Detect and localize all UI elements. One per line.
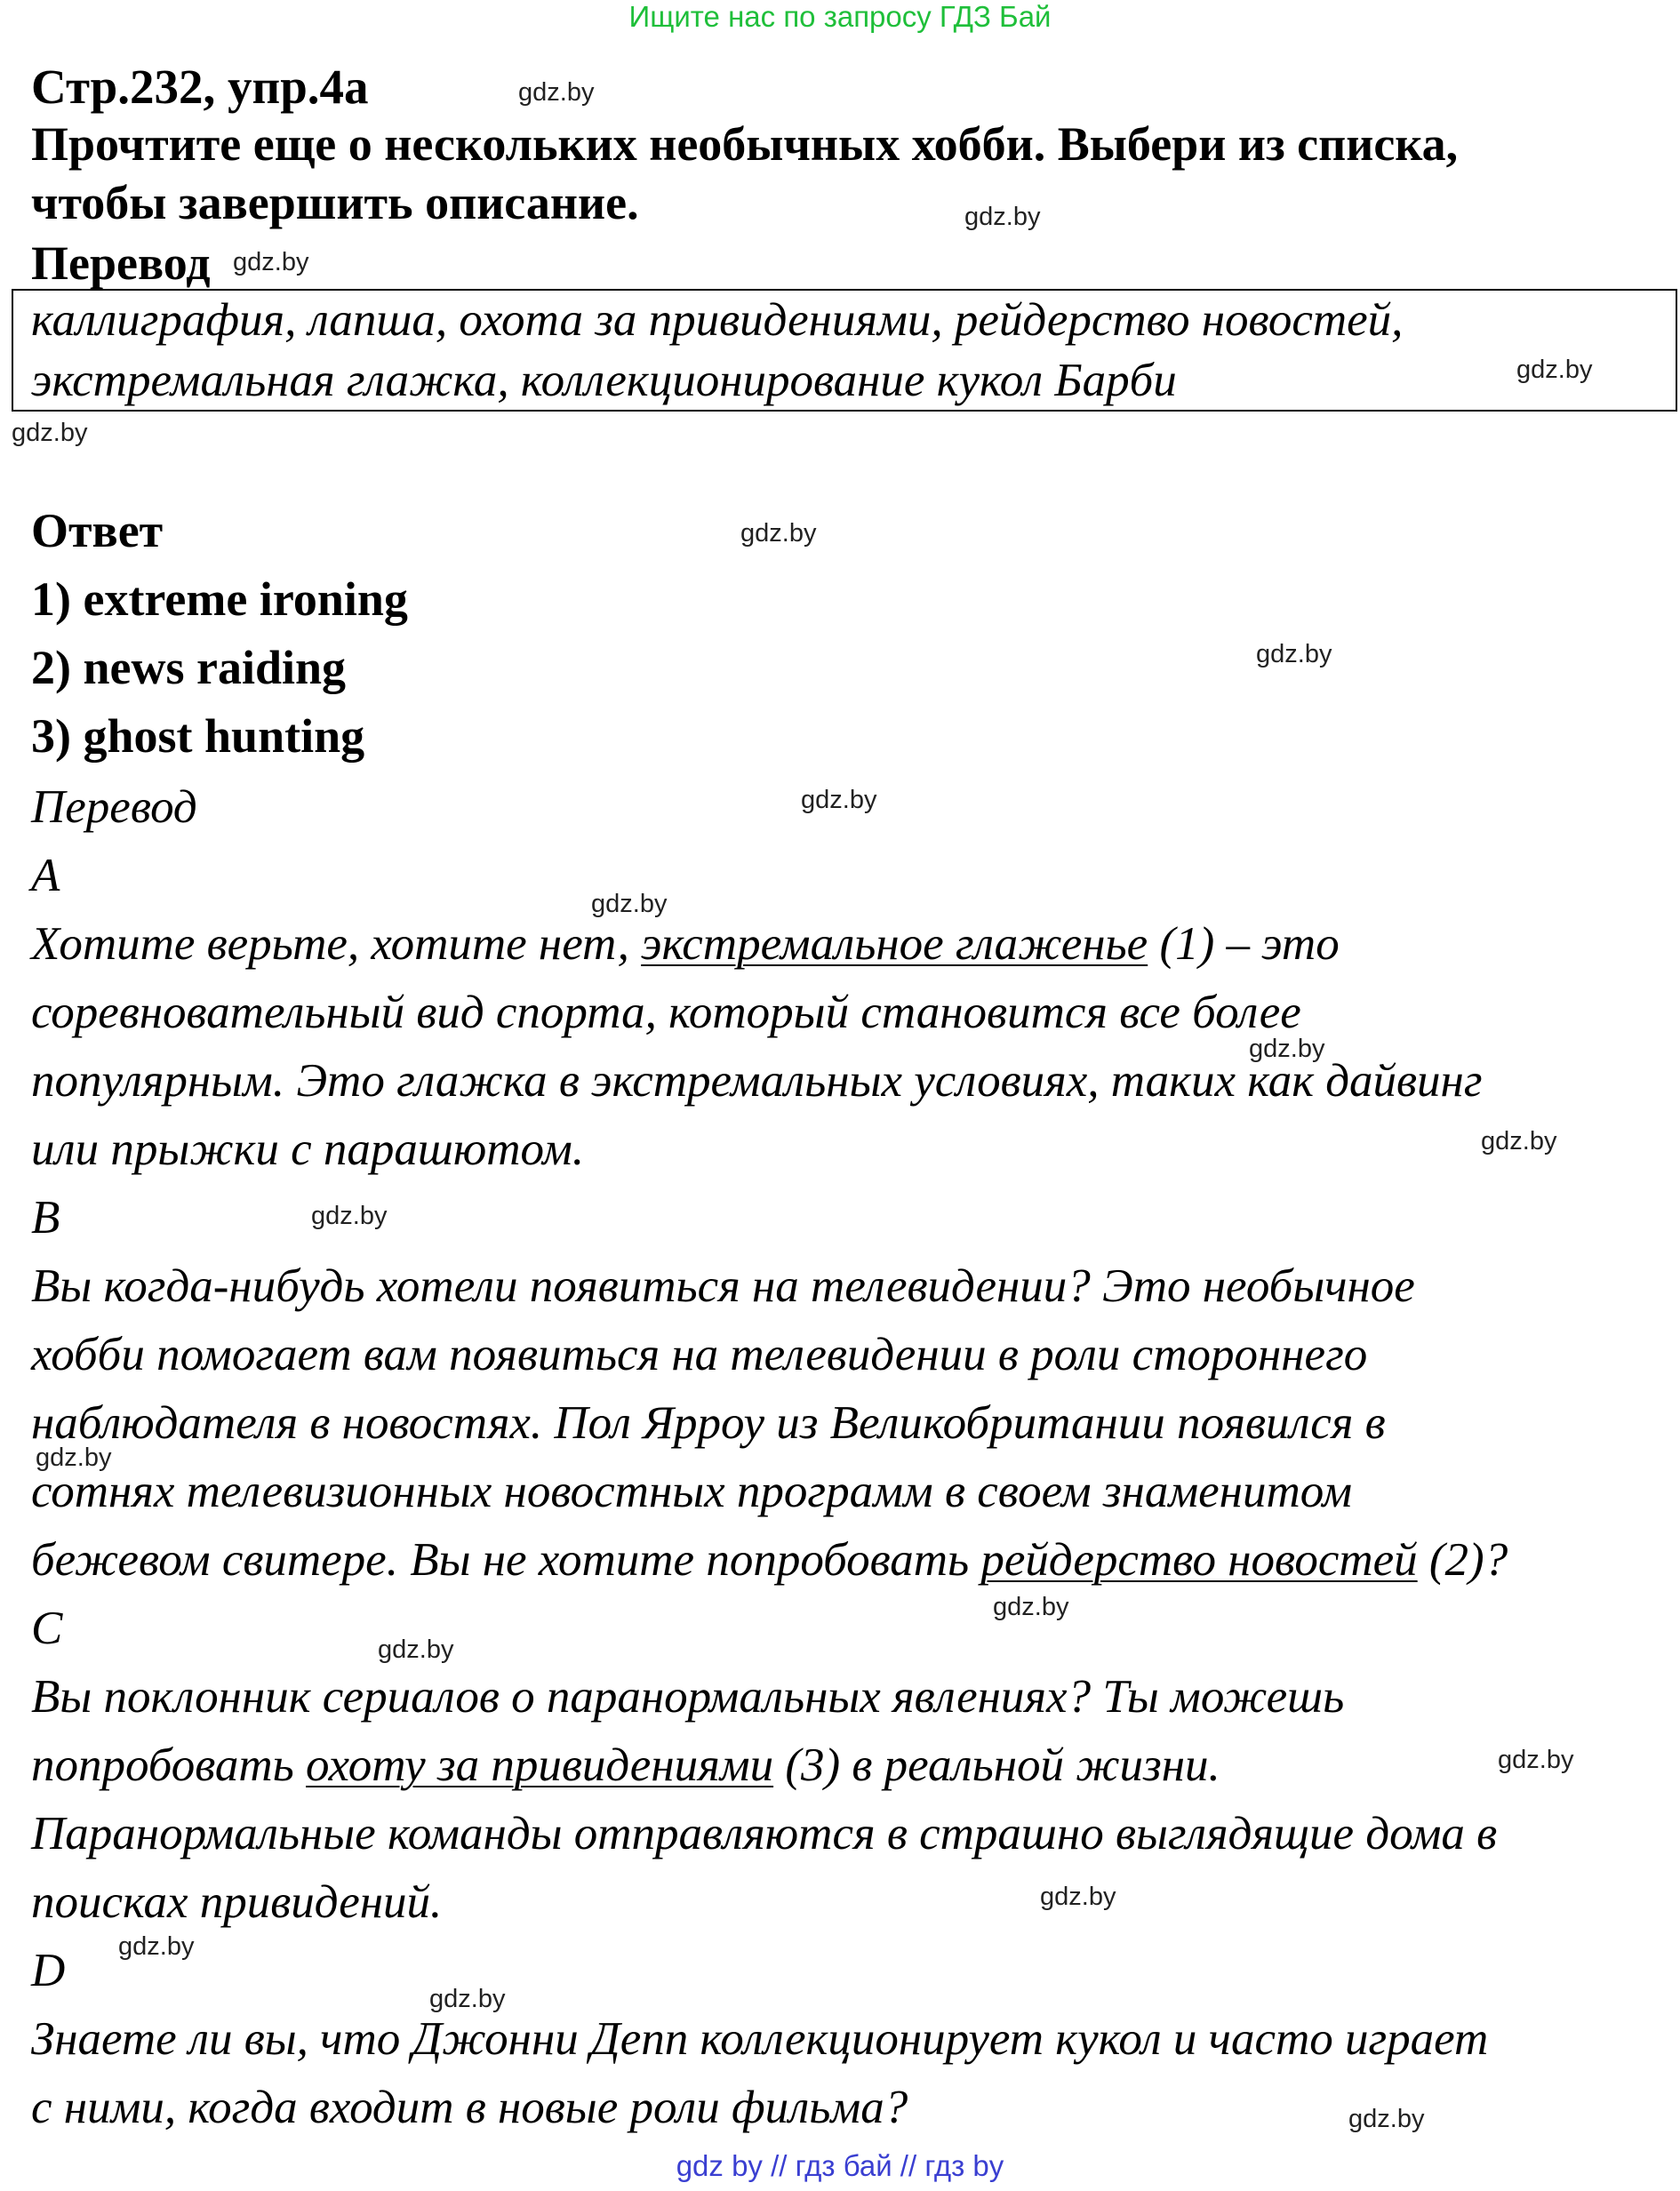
watermark: gdz.by — [233, 248, 309, 276]
watermark: gdz.by — [993, 1593, 1069, 1621]
watermark: gdz.by — [429, 1985, 506, 2013]
task-line-1: Прочтите еще о нескольких необычных хобби. Выбери из списка, — [31, 117, 1459, 171]
watermark: gdz.by — [1498, 1746, 1574, 1774]
watermark: gdz.by — [1040, 1883, 1116, 1911]
section-b-line-4: сотнях телевизионных новостных программ в своем знаменитом — [31, 1466, 1353, 1517]
section-c-line-2-post: (3) в реальной жизни. — [773, 1739, 1220, 1791]
section-b-line-3: наблюдателя в новостях. Пол Ярроу из Великобритании появился в — [31, 1397, 1386, 1449]
section-a-line-1 — [31, 910, 1340, 979]
watermark: gdz.by — [740, 519, 817, 548]
task-line-2: чтобы завершить описание. — [31, 176, 639, 229]
translation-heading: Перевод — [31, 236, 211, 290]
section-a-line-2: соревновательный вид спорта, который становится все более — [31, 987, 1301, 1038]
section-d-line-2: с ними, когда входит в новые роли фильма? — [31, 2082, 908, 2133]
watermark: gdz.by — [311, 1202, 388, 1230]
section-a-line-1-pre: Хотите верьте, хотите нет, — [31, 918, 642, 970]
section-c-line-1: Вы поклонник сериалов о паранормальных явлениях? Ты можешь — [31, 1671, 1345, 1723]
translation-label: Перевод — [31, 781, 197, 833]
watermark: gdz.by — [36, 1443, 112, 1472]
answer-item-1: 1) extreme ironing — [31, 572, 408, 626]
watermark: gdz.by — [378, 1635, 454, 1664]
section-d-letter: D — [31, 1945, 66, 1996]
section-b-line-5 — [31, 1526, 1508, 1595]
top-banner: Ищите нас по запросу ГДЗ Бай — [628, 0, 1052, 33]
footer-links[interactable]: gdz by // гдз бай // гдз by — [676, 2149, 1004, 2182]
watermark: gdz.by — [1249, 1035, 1325, 1063]
section-b-line-2: хобби помогает вам появиться на телевидении в роли стороннего — [31, 1329, 1368, 1380]
answer-extreme-ironing: экстремальное глаженье — [641, 918, 1148, 970]
answer-heading: Ответ — [31, 504, 164, 557]
watermark: gdz.by — [591, 890, 668, 918]
watermark: gdz.by — [118, 1932, 195, 1961]
watermark: gdz.by — [801, 786, 877, 814]
section-b-line-1: Вы когда-нибудь хотели появиться на телевидении? Это необычное — [31, 1260, 1415, 1312]
answer-item-3: 3) ghost hunting — [31, 709, 365, 763]
section-b-line-5-post: (2)? — [1417, 1534, 1508, 1586]
answer-item-2: 2) news raiding — [31, 641, 347, 694]
word-box-line-2: экстремальная глажка, коллекционирование кукол Барби — [31, 355, 1177, 406]
watermark: gdz.by — [12, 419, 88, 447]
watermark: gdz.by — [1481, 1127, 1557, 1155]
answer-ghost-hunting: охоту за привидениями — [306, 1739, 774, 1791]
watermark: gdz.by — [1516, 356, 1593, 384]
word-box-line-1: каллиграфия, лапша, охота за привидениями, рейдерство новостей, — [31, 294, 1404, 346]
section-c-line-2-pre: попробовать — [31, 1739, 307, 1791]
section-a-line-4: или прыжки с парашютом. — [31, 1123, 585, 1175]
section-c-letter: C — [31, 1603, 63, 1654]
watermark: gdz.by — [518, 78, 595, 107]
section-a-line-3: популярным. Это глажка в экстремальных условиях, таких как дайвинг — [31, 1055, 1483, 1107]
section-a-letter: A — [31, 850, 60, 901]
watermark: gdz.by — [1256, 640, 1332, 668]
section-c-line-4: поисках привидений. — [31, 1876, 443, 1928]
section-b-line-5-pre: бежевом свитере. Вы не хотите попробовать — [31, 1534, 981, 1586]
section-b-letter: B — [31, 1192, 60, 1243]
section-d-line-1: Знаете ли вы, что Джонни Депп коллекционирует кукол и часто играет — [31, 2013, 1489, 2065]
answer-news-raiding: рейдерство новостей — [980, 1534, 1418, 1586]
page-title: Стр.232, упр.4a — [31, 60, 369, 114]
section-c-line-3: Паранормальные команды отправляются в страшно выглядящие дома в — [31, 1808, 1498, 1859]
section-a-line-1-post: (1) – это — [1148, 918, 1340, 970]
watermark: gdz.by — [964, 203, 1041, 231]
section-c-line-2 — [31, 1731, 1220, 1800]
watermark: gdz.by — [1348, 2105, 1425, 2133]
